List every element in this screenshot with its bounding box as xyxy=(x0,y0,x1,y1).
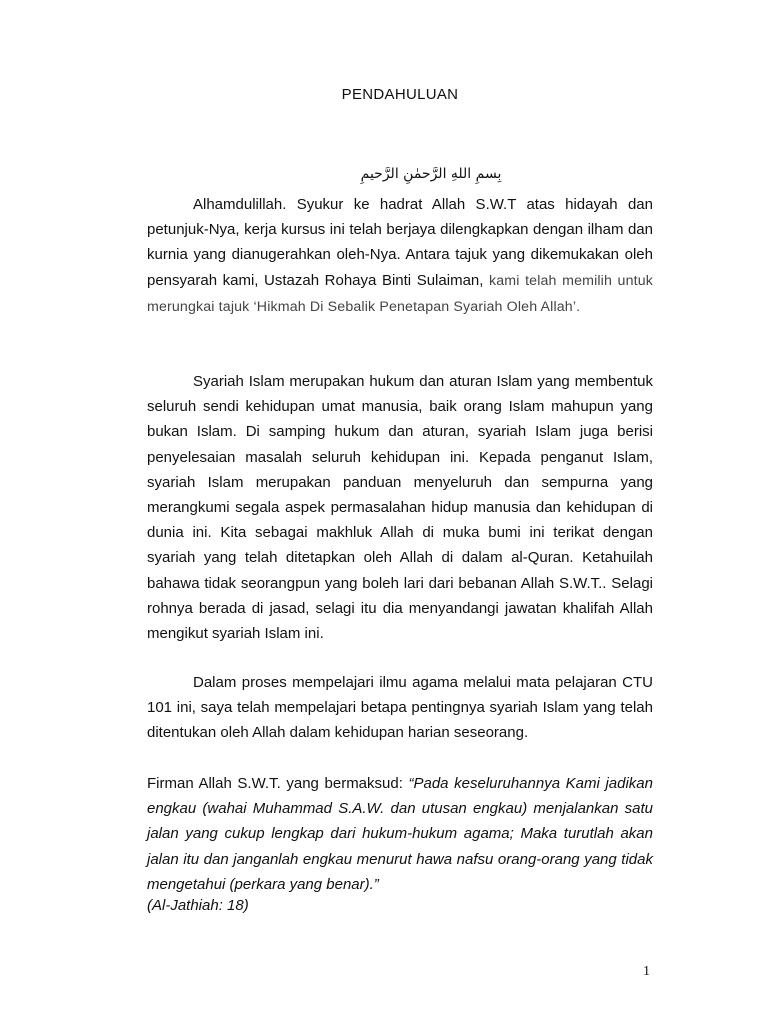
paragraph-intro xyxy=(147,192,653,320)
paragraph-ctu101-text: Dalam proses mempelajari ilmu agama melalui mata pelajaran CTU 101 ini, saya telah mempelajari betapa pentingnya syariah Islam yang telah ditentukan oleh Allah dalam kehidupan harian seseorang. xyxy=(147,674,653,742)
bismillah-arabic: بِسمِ اللهِ الرَّحمٰنِ الرَّحيمِ xyxy=(360,166,502,182)
paragraph-ctu101 xyxy=(147,670,653,746)
quote-reference: (Al-Jathiah: 18) xyxy=(147,897,249,914)
paragraph-syariah xyxy=(147,369,653,646)
page-title: PENDAHULUAN xyxy=(341,86,459,103)
page-number: 1 xyxy=(643,964,650,979)
quote-lead: Firman Allah S.W.T. yang bermaksud: xyxy=(147,775,409,792)
paragraph-quran-quote xyxy=(147,771,653,897)
paragraph-intro-continuation: kami telah memilih untuk merungkai tajuk ‘Hikmah Di Sebalik Penetapan Syariah Oleh Allah’. xyxy=(147,272,653,315)
quote-text: “Pada keseluruhannya Kami jadikan engkau (wahai Muhammad S.A.W. dan utusan engkau) menjalankan satu jalan yang cukup lengkap dari hukum-hukum agama; Maka turutlah akan jalan itu dan janganlah engkau menurut hawa nafsu orang-orang yang tidak mengetahui (perkara yang benar).” xyxy=(147,775,653,893)
paragraph-syariah-text: Syariah Islam merupakan hukum dan aturan Islam yang membentuk seluruh sendi kehidupan umat manusia, baik orang Islam mahupun yang bukan Islam. Di samping hukum dan aturan, syariah Islam juga berisi penyelesaian masalah seluruh kehidupan ini. Kepada penganut Islam, syariah Islam merupakan panduan menyeluruh dan sempurna yang merangkumi segala aspek permasalahan hidup manusia dan kehidupan di dunia ini. Kita sebagai makhluk Allah di muka bumi ini terikat dengan syariah yang telah ditetapkan oleh Allah di dalam al-Quran. Ketahuilah bahawa tidak seorangpun yang boleh lari dari bebanan Allah S.W.T.. Selagi rohnya berada di jasad, selagi itu dia menyandangi jawatan khalifah Allah mengikut syariah Islam ini. xyxy=(147,373,653,643)
paragraph-intro-text: Alhamdulillah. Syukur ke hadrat Allah S.W.T atas hidayah dan petunjuk-Nya, kerja kursus ini telah berjaya dilengkapkan dengan ilham dan kurnia yang dianugerahkan oleh-Nya. Antara tajuk yang dikemukakan oleh pensyarah kami, Ustazah Rohaya Binti Sulaiman, xyxy=(147,196,653,289)
